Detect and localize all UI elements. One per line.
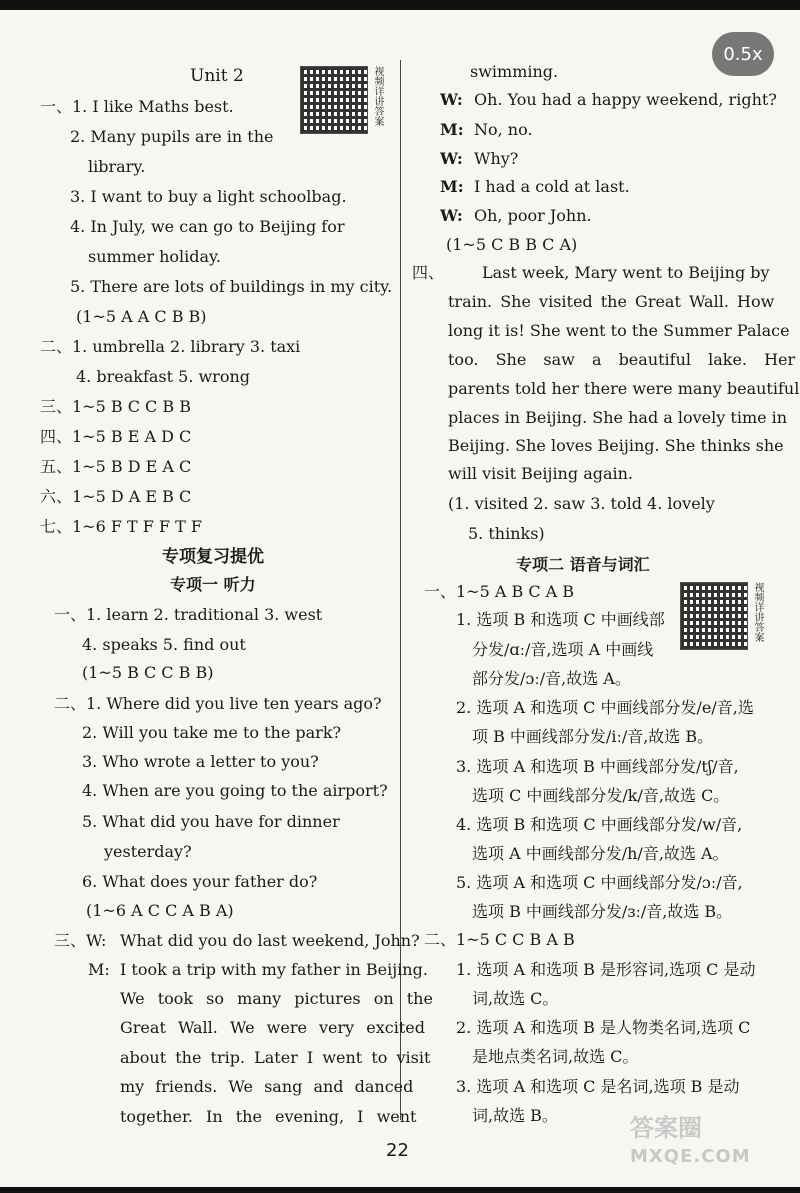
passage-line: will visit Beijing again. <box>448 464 634 483</box>
answer-line: 二、1. umbrella 2. library 3. taxi <box>40 337 301 356</box>
watermark-url: MXQE.COM <box>630 1146 751 1167</box>
answer-key: 一、1~5 A B C A B <box>424 582 575 601</box>
dialog-line: What did you do last weekend, John? <box>120 931 420 950</box>
section-title-listening: 专项一 听力 <box>170 575 256 594</box>
answer-line: 5. What did you have for dinner <box>82 812 340 831</box>
section-label: 四、 <box>412 263 445 282</box>
answer-line: 3. Who wrote a letter to you? <box>82 752 319 771</box>
page-number: 22 <box>386 1140 409 1161</box>
explain-line: 选项 C 中画线部分发/k/音,故选 C。 <box>472 786 730 805</box>
answer-line: summer holiday. <box>88 247 222 266</box>
answer-line: 二、1. Where did you live ten years ago? <box>54 694 382 713</box>
dialog-line: Why? <box>474 149 519 168</box>
answer-key: 三、1~5 B C C B B <box>40 397 191 416</box>
dialog-line: Oh, poor John. <box>474 206 592 225</box>
qr-label: 视频详讲答案 <box>752 582 763 642</box>
answer-key: (1~6 A C C A B A) <box>86 901 234 920</box>
answer-line: 4. breakfast 5. wrong <box>76 367 251 386</box>
explain-line: 1. 选项 B 和选项 C 中画线部 <box>456 610 665 629</box>
answer-line: 2. Many pupils are in the <box>70 127 274 146</box>
answer-line: 6. What does your father do? <box>82 872 318 891</box>
watermark-logo-text: 答案圈 <box>630 1114 702 1142</box>
answer-line: 2. Will you take me to the park? <box>82 723 342 742</box>
explain-line: 1. 选项 A 和选项 B 是形容词,选项 C 是动 <box>456 960 756 979</box>
dialog-line: I took a trip with my father in Beijing. <box>120 960 428 979</box>
explain-line: 分发/ɑː/音,选项 A 中画线 <box>472 640 654 659</box>
answer-line: 一、1. I like Maths best. <box>40 97 234 116</box>
dialog-line: together. In the evening, I went <box>120 1107 417 1126</box>
passage-line: places in Beijing. She had a lovely time in <box>448 408 788 427</box>
answer-key: (1~5 A A C B B) <box>76 307 207 326</box>
answer-key: 七、1~6 F T F F T F <box>40 517 203 536</box>
dialog-line: Great Wall. We were very excited <box>120 1018 426 1037</box>
dialog-line: Oh. You had a happy weekend, right? <box>474 90 777 109</box>
answer-key: 二、1~5 C C B A B <box>424 930 575 949</box>
explain-line: 词,故选 B。 <box>472 1106 558 1125</box>
answer-key: (1~5 C B B C A) <box>446 235 578 254</box>
answer-key: 5. thinks) <box>468 524 545 543</box>
dialog-line: swimming. <box>470 62 559 81</box>
answer-key: (1. visited 2. saw 3. told 4. lovely <box>448 494 715 513</box>
speaker-label: W: <box>440 206 463 225</box>
explain-line: 4. 选项 B 和选项 C 中画线部分发/w/音, <box>456 815 743 834</box>
explain-line: 部分发/ɔː/音,故选 A。 <box>472 669 631 688</box>
explain-line: 词,故选 C。 <box>472 989 559 1008</box>
section-title-vocab: 专项二 语音与词汇 <box>516 555 650 574</box>
dialog-line: about the trip. Later I went to visit <box>120 1048 431 1067</box>
dialog-line: We took so many pictures on the <box>120 989 433 1008</box>
answer-key: (1~5 B C C B B) <box>82 663 214 682</box>
dialog-line: I had a cold at last. <box>474 177 630 196</box>
speaker-label: M: <box>440 177 464 196</box>
explain-line: 是地点类名词,故选 C。 <box>472 1047 639 1066</box>
answer-key: 四、1~5 B E A D C <box>40 427 192 446</box>
passage-line: parents told her there were many beautiful <box>448 379 800 398</box>
answer-line: 4. In July, we can go to Beijing for <box>70 217 345 236</box>
qr-code-icon[interactable] <box>680 582 748 650</box>
bottom-bar <box>0 1187 800 1193</box>
dialog-line: my friends. We sang and danced <box>120 1077 414 1096</box>
speaker-label: W: <box>440 149 463 168</box>
explain-line: 3. 选项 A 和选项 C 是名词,选项 B 是动 <box>456 1077 740 1096</box>
answer-line: 3. I want to buy a light schoolbag. <box>70 187 347 206</box>
explain-line: 选项 A 中画线部分发/h/音,故选 A。 <box>472 844 729 863</box>
unit-title: Unit 2 <box>190 66 244 86</box>
speaker-label: M: <box>440 120 464 139</box>
answer-line: 4. speaks 5. find out <box>82 635 246 654</box>
passage-line: train. She visited the Great Wall. How <box>448 292 775 311</box>
review-title: 专项复习提优 <box>162 547 264 567</box>
passage-line: Beijing. She loves Beijing. She thinks she <box>448 436 784 455</box>
passage-line: long it is! She went to the Summer Palace <box>448 321 790 340</box>
explain-line: 项 B 中画线部分发/iː/音,故选 B。 <box>472 727 714 746</box>
qr-label: 视频详讲答案 <box>372 66 383 126</box>
explain-line: 2. 选项 A 和选项 C 中画线部分发/e/音,选 <box>456 698 754 717</box>
speaker-label: 三、W: <box>54 931 107 950</box>
explain-line: 3. 选项 A 和选项 B 中画线部分发/tʃ/音, <box>456 757 739 776</box>
site-watermark <box>600 1100 780 1180</box>
answer-line: yesterday? <box>104 842 192 861</box>
dialog-line: No, no. <box>474 120 533 139</box>
explain-line: 选项 B 中画线部分发/ɜː/音,故选 B。 <box>472 902 733 921</box>
answer-line: 5. There are lots of buildings in my city. <box>70 277 393 296</box>
answer-line: 4. When are you going to the airport? <box>82 781 388 800</box>
explain-line: 2. 选项 A 和选项 B 是人物类名词,选项 C <box>456 1018 751 1037</box>
answer-key: 五、1~5 B D E A C <box>40 457 192 476</box>
speaker-label: M: <box>88 960 110 979</box>
answer-line: 一、1. learn 2. traditional 3. west <box>54 605 323 624</box>
passage-line: Last week, Mary went to Beijing by <box>482 263 770 282</box>
top-bar <box>0 0 800 10</box>
speaker-label: W: <box>440 90 463 109</box>
explain-line: 5. 选项 A 和选项 C 中画线部分发/ɔː/音, <box>456 873 743 892</box>
qr-code-icon[interactable] <box>300 66 368 134</box>
passage-line: too. She saw a beautiful lake. Her <box>448 350 796 369</box>
answer-key: 六、1~5 D A E B C <box>40 487 192 506</box>
playback-speed-button[interactable]: 0.5x <box>712 32 774 76</box>
answer-line: library. <box>88 157 146 176</box>
